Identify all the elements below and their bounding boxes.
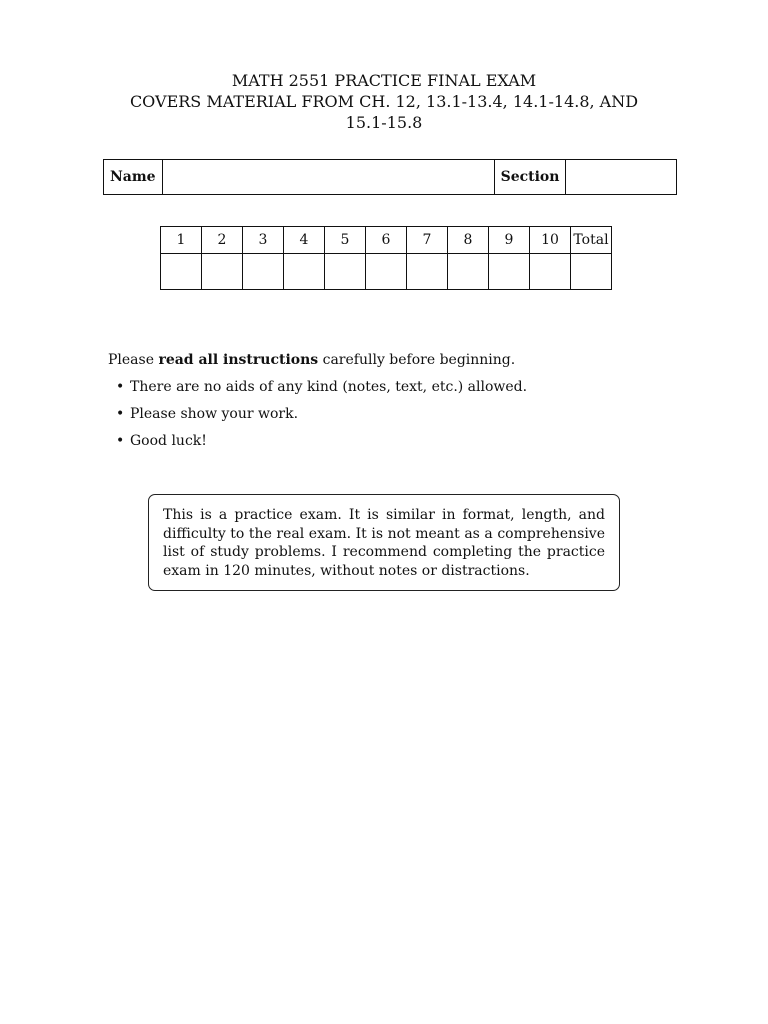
name-field[interactable] [162, 160, 494, 195]
exam-header [0, 70, 768, 133]
score-header-2: 2 [202, 227, 243, 254]
score-cell-6[interactable] [366, 254, 407, 290]
score-cell-3[interactable] [243, 254, 284, 290]
practice-exam-notice [148, 494, 620, 591]
score-header-5: 5 [325, 227, 366, 254]
exam-coverage-line-continued: 15.1-15.8 [345, 113, 423, 132]
score-header-8: 8 [448, 227, 489, 254]
instruction-text-no-aids: There are no aids of any kind (notes, text, etc.) allowed. [130, 379, 528, 395]
bullet-icon: • [116, 406, 125, 422]
score-header-7: 7 [407, 227, 448, 254]
instruction-item [108, 404, 668, 424]
score-header-10: 10 [530, 227, 571, 254]
score-header-4: 4 [284, 227, 325, 254]
bullet-icon: • [116, 433, 125, 449]
section-label: Section [494, 160, 566, 195]
exam-title: MATH 2551 PRACTICE FINAL EXAM [231, 71, 537, 90]
instructions-list [108, 377, 668, 451]
score-cell-8[interactable] [448, 254, 489, 290]
score-header-total: Total [571, 227, 612, 254]
instructions-lead-emphasis: read all instructions [158, 352, 319, 368]
bullet-icon: • [116, 379, 125, 395]
exam-coverage-line: COVERS MATERIAL FROM CH. 12, 13.1-13.4, 14.1-14.8, AND [129, 92, 639, 111]
practice-exam-notice-text: This is a practice exam. It is similar in format, length, and difficulty to the real exam. It is not meant as a comprehensive list of study problems. I recommend completing the practice exam in 120 minutes, without notes or distractions. [163, 507, 605, 579]
instruction-text-good-luck: Good luck! [130, 433, 207, 449]
section-field[interactable] [566, 160, 677, 195]
score-header-6: 6 [366, 227, 407, 254]
score-table [160, 226, 612, 290]
score-header-3: 3 [243, 227, 284, 254]
score-cell-total[interactable] [571, 254, 612, 290]
score-header-1: 1 [161, 227, 202, 254]
instructions-lead [108, 350, 668, 370]
score-cell-1[interactable] [161, 254, 202, 290]
instruction-text-show-work: Please show your work. [130, 406, 299, 422]
name-section-table [103, 159, 677, 195]
score-table-entry-row [161, 254, 612, 290]
instructions-block [108, 350, 668, 458]
score-cell-4[interactable] [284, 254, 325, 290]
instruction-item [108, 431, 668, 451]
score-table-header-row [161, 227, 612, 254]
name-label: Name [104, 160, 163, 195]
instruction-item [108, 377, 668, 397]
score-cell-5[interactable] [325, 254, 366, 290]
score-header-9: 9 [489, 227, 530, 254]
score-cell-10[interactable] [530, 254, 571, 290]
score-cell-7[interactable] [407, 254, 448, 290]
instructions-lead-after: carefully before beginning. [318, 352, 516, 368]
instructions-lead-before: Please [108, 352, 159, 368]
score-cell-2[interactable] [202, 254, 243, 290]
score-cell-9[interactable] [489, 254, 530, 290]
